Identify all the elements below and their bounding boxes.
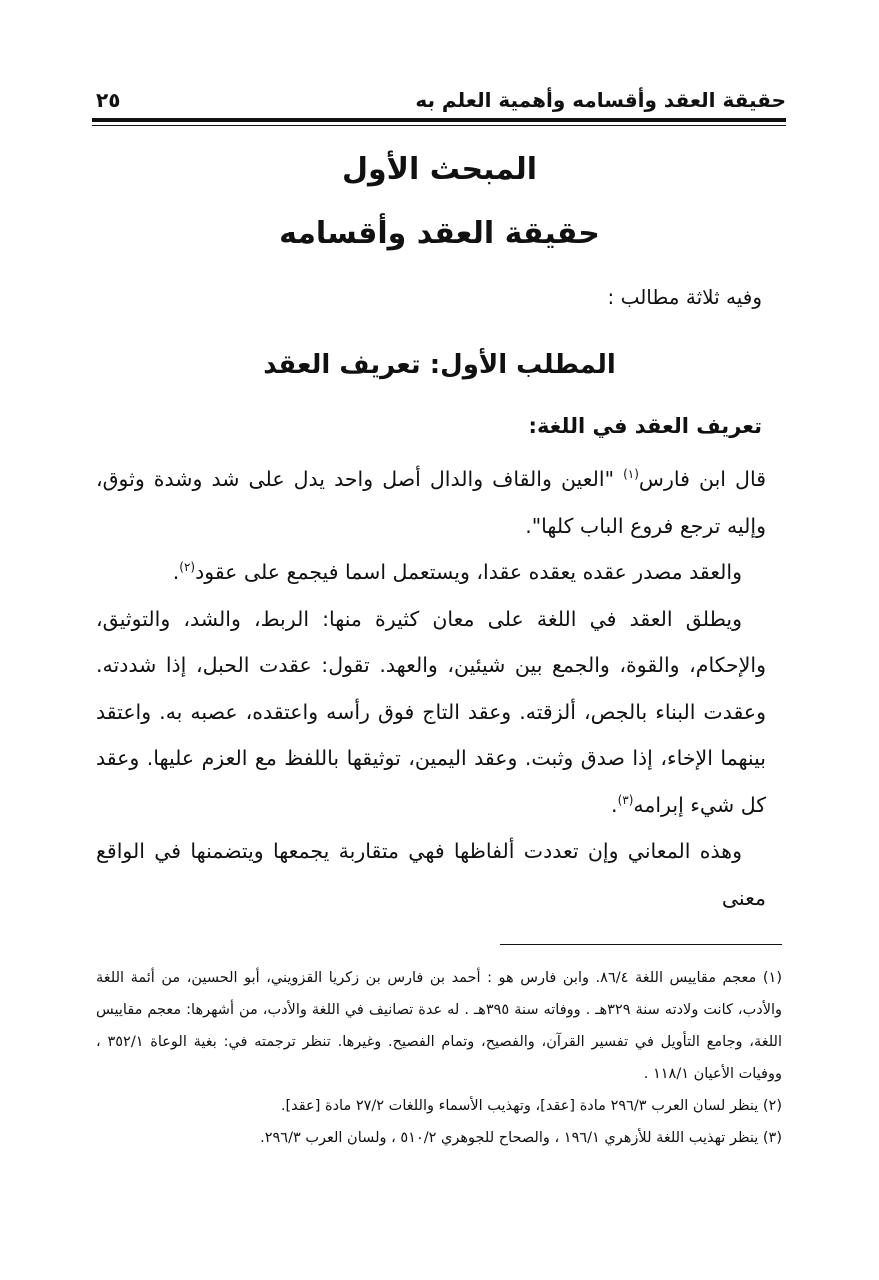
paragraph-2 <box>96 549 766 596</box>
footnote-2: (٢) ينظر لسان العرب ٢٩٦/٣ مادة [عقد]، وتهذيب الأسماء واللغات ٢٧/٢ مادة [عقد]. <box>280 1098 782 1114</box>
footnote-3: (٣) ينظر تهذيب اللغة للأزهري ١٩٦/١ ، والصحاح للجوهري ٥١٠/٢ ، ولسان العرب ٢٩٦/٣. <box>260 1130 782 1146</box>
chapter-subtitle: حقيقة العقد وأقسامه <box>279 216 600 251</box>
paragraph-3-end: . <box>611 792 618 817</box>
footnote-1: (١) معجم مقاييس اللغة ٨٦/٤. وابن فارس هو : أحمد بن فارس بن زكريا القزويني، أبو الحسين، من أئمة اللغة والأدب، كانت ولادته سنة ٣٢٩هـ . ووفاته سنة ٣٩٥هـ . له عدة تصانيف في اللغة والأدب، من أشهرها: معجم مقاييس اللغة، وجامع التأويل في تفسير القرآن، والفصيح، وتمام الفصيح. وغيرها. تنظر ترجمته في: بغية الوعاة ٣٥٢/١ ، ووفيات الأعيان ١١٨/١ . <box>96 970 783 1082</box>
paragraph-2-end: . <box>172 560 180 584</box>
running-header <box>96 84 786 116</box>
paragraph-1-start: قال ابن فارس <box>638 467 766 491</box>
paragraph-3-text: ويطلق العقد في اللغة على معان كثيرة منها: الربط، والشد، والتوثيق، والإحكام، والقوة، والجمع بين شيئين، والعهد. تقول: عقدت الحبل، إذا شددته. وعقدت البناء بالجص، ألزقته. وعقد التاج فوق رأسه واعتقده، عصبه به. واعتقد بينهما الإخاء، إذا صدق وثبت. وعقد اليمين، توثيقها باللفظ مع العزم عليها. وعقد كل شيء إبرامه <box>96 606 766 817</box>
running-title: حقيقة العقد وأقسامه وأهمية العلم به <box>415 88 786 112</box>
paragraph-1-quote: "العين والقاف والدال أصل واحد يدل على شد وشدة وثوق، وإليه ترجع فروع الباب كلها". <box>96 467 766 538</box>
footnote-ref-2: (٢) <box>179 560 196 575</box>
body-text <box>96 456 766 921</box>
footnotes <box>96 962 782 1154</box>
page-number: ٢٥ <box>96 88 121 112</box>
chapter-title: المبحث الأول <box>341 152 538 187</box>
header-rule-thick <box>92 118 786 122</box>
section-heading: المطلب الأول: تعريف العقد <box>263 350 616 380</box>
header-rule-thin <box>92 125 786 126</box>
subheading: تعريف العقد في اللغة: <box>528 414 762 438</box>
paragraph-1 <box>96 456 766 549</box>
paragraph-2-text: والعقد مصدر عقده يعقده عقدا، ويستعمل اسما فيجمع على عقود <box>195 560 742 584</box>
paragraph-3 <box>96 596 766 829</box>
footnote-ref-1: (١) <box>623 467 639 482</box>
footnote-separator <box>500 944 782 945</box>
intro-line: وفيه ثلاثة مطالب : <box>607 285 762 309</box>
paragraph-4: وهذه المعاني وإن تعددت ألفاظها فهي متقاربة يجمعها ويتضمنها في الواقع معنى <box>96 839 766 910</box>
footnote-ref-3: (٣) <box>617 792 634 807</box>
